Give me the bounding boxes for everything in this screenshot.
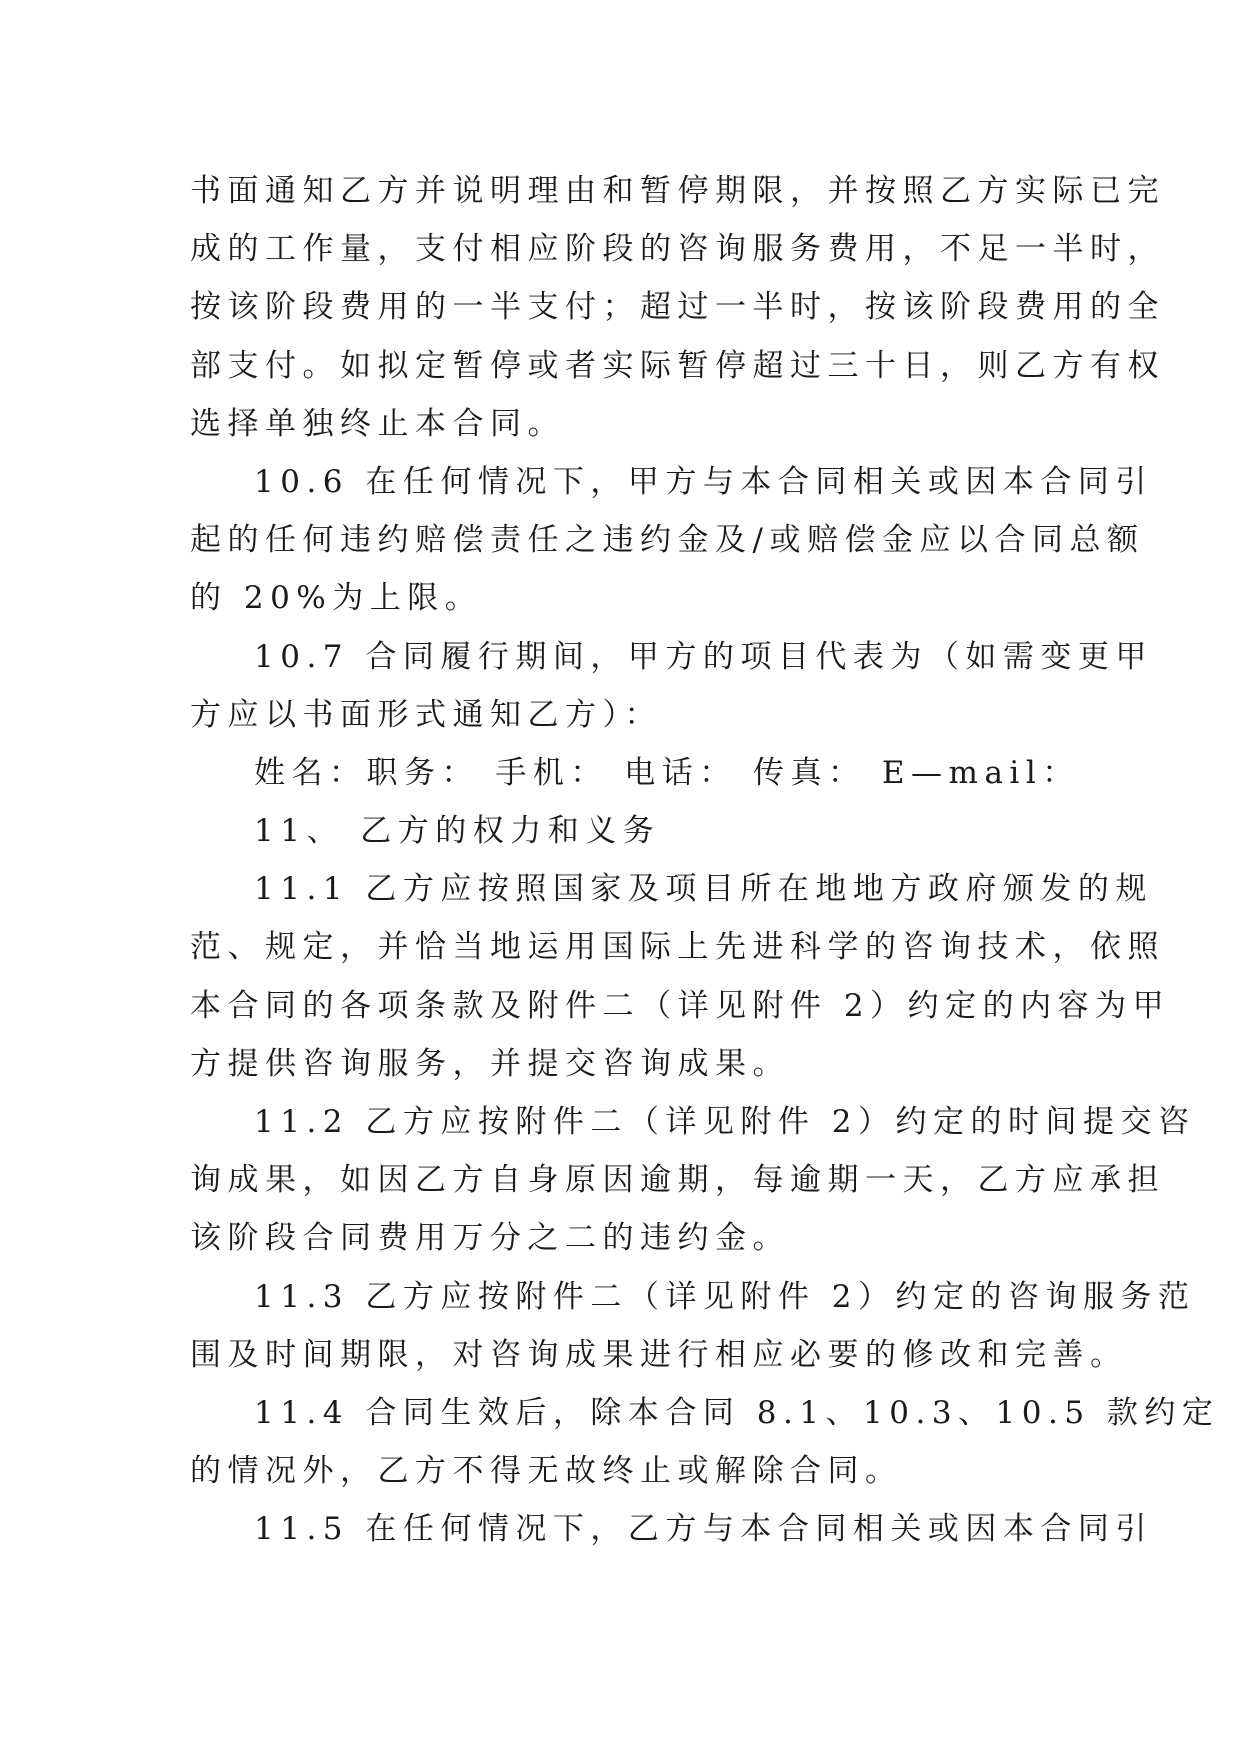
- text-line: 11、 乙方的权力和义务: [254, 813, 661, 850]
- clause-10-6: [190, 453, 1153, 628]
- text-line: 部支付。如拟定暂停或者实际暂停超过三十日，则乙方有权: [190, 347, 1165, 384]
- text-line: 询成果，如因乙方自身原因逾期，每逾期一天，乙方应承担: [190, 1162, 1165, 1199]
- section-11-heading: [190, 802, 1046, 860]
- text-line: 按该阶段费用的一半支付；超过一半时，按该阶段费用的全: [190, 289, 1165, 326]
- text-line: 11.4 合同生效后，除本合同 8.1、10.3、10.5 款约定: [254, 1394, 1220, 1431]
- text-line: 方应以书面形式通知乙方）：: [190, 696, 662, 733]
- text-line: 的 20%为上限。: [190, 580, 483, 617]
- clause-10-7: [190, 628, 1153, 744]
- text-line: 该阶段合同费用万分之二的违约金。: [190, 1220, 790, 1257]
- text-line: 选择单独终止本合同。: [190, 405, 565, 442]
- text-line: 11.2 乙方应按附件二（详见附件 2）约定的时间提交咨: [254, 1104, 1196, 1140]
- text-line: 11.1 乙方应按照国家及项目所在地地方政府颁发的规: [254, 871, 1153, 908]
- text-line: 11.5 在任何情况下，乙方与本合同相关或因本合同引: [254, 1511, 1153, 1548]
- text-line: 姓名：职务： 手机： 电话： 传真： E—mail：: [254, 754, 1080, 791]
- text-line: 起的任何违约赔偿责任之违约金及/或赔偿金应以合同总额: [190, 522, 1145, 559]
- clause-11-2: [190, 1093, 1196, 1268]
- clause-11-4: [190, 1384, 1220, 1500]
- text-line: 10.6 在任何情况下，甲方与本合同相关或因本合同引: [254, 463, 1153, 500]
- clause-11-5: [190, 1500, 1153, 1558]
- text-line: 书面通知乙方并说明理由和暂停期限，并按照乙方实际已完: [190, 173, 1165, 209]
- text-line: 本合同的各项条款及附件二（详见附件 2）约定的内容为甲: [190, 987, 1171, 1024]
- text-line: 的情况外，乙方不得无故终止或解除合同。: [190, 1453, 903, 1490]
- text-line: 成的工作量，支付相应阶段的咨询服务费用，不足一半时，: [190, 231, 1165, 268]
- document-body: [190, 162, 1220, 1559]
- paragraph-continuation: [190, 162, 1165, 453]
- text-line: 11.3 乙方应按附件二（详见附件 2）约定的咨询服务范: [254, 1278, 1196, 1315]
- text-line: 范、规定，并恰当地运用国际上先进科学的咨询技术，依照: [190, 929, 1165, 966]
- clause-11-3: [190, 1268, 1196, 1384]
- contact-fields-line: [190, 744, 1080, 802]
- clause-11-1: [190, 860, 1171, 1093]
- text-line: 方提供咨询服务，并提交咨询成果。: [190, 1045, 790, 1082]
- text-line: 围及时间期限，对咨询成果进行相应必要的修改和完善。: [190, 1336, 1128, 1373]
- text-line: 10.7 合同履行期间，甲方的项目代表为（如需变更甲: [254, 638, 1153, 675]
